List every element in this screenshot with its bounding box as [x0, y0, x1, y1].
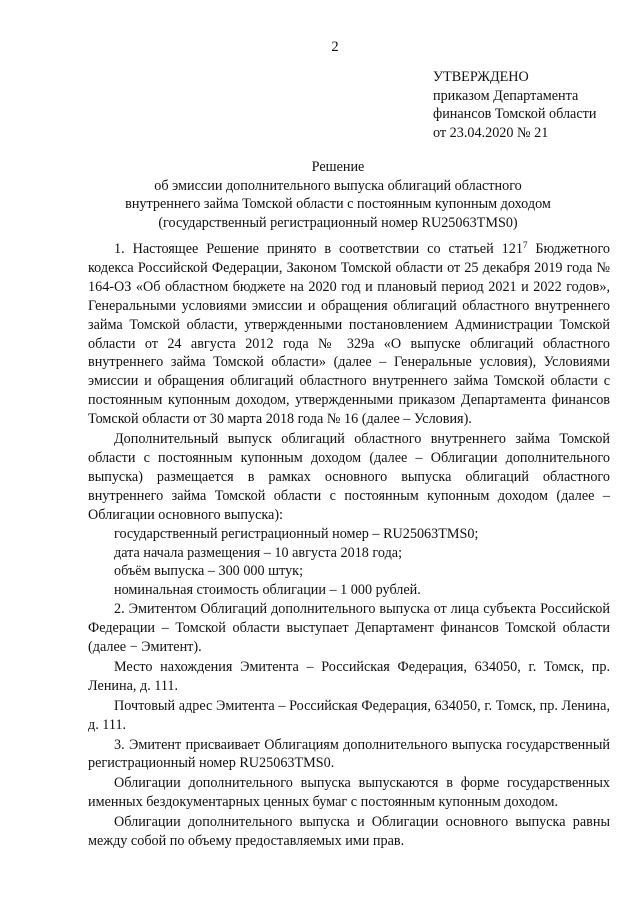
title-line-4: (государственный регистрационный номер RU25063TMS0) [158, 214, 518, 231]
document-title [88, 158, 588, 232]
paragraph-8: Облигации дополнительного выпуска и Облигации основного выпуска равны между собой по объему предоставляемых ими прав. [88, 814, 610, 850]
approval-line-4: от 23.04.2020 № 21 [433, 124, 549, 141]
title-line-3: внутреннего займа Томской области с постоянным купонным доходом [125, 196, 551, 212]
paragraph-4: Место нахождения Эмитента – Российская Федерация, 634050, г. Томск, пр. Ленина, д. 111. [88, 658, 610, 694]
approval-stamp [433, 68, 633, 142]
document-body [88, 240, 610, 851]
paragraph-7: Облигации дополнительного выпуска выпускаются в форме государственных именных бездокументарных ценных бумаг с постоянным купонным доходом. [88, 775, 610, 811]
paragraph-6: 3. Эмитент присваивает Облигациям дополнительного выпуска государственный регистрационный номер RU25063TMS0. [88, 736, 610, 772]
list-item-start-date: дата начала размещения – 10 августа 2018 года; [114, 544, 403, 561]
paragraph-1-start: 1. Настоящее Решение принято в соответствии со статьей 121 [114, 241, 523, 257]
list-item-reg-number: государственный регистрационный номер – RU25063TMS0; [114, 525, 479, 542]
paragraph-1 [88, 240, 610, 429]
approval-line-2: приказом Департамента [433, 87, 579, 104]
page-number: 2 [331, 39, 339, 55]
approval-line-3: финансов Томской области [433, 106, 597, 122]
article-superscript: 7 [522, 240, 528, 250]
paragraph-3: 2. Эмитентом Облигаций дополнительного выпуска от лица субъекта Российской Федерации – Томской области выступает Департамент финансов Томской области (далее − Эмитент). [88, 601, 610, 656]
approval-line-1: УТВЕРЖДЕНО [433, 69, 529, 85]
paragraph-1-rest: Бюджетного кодекса Российской Федерации, Законом Томской области от 25 декабря 2019 года № 164-ОЗ «Об областном бюджете на 2020 год и плановый период 2021 и 2022 годов», Генеральными условиями эмиссии и обращения облигаций областного внутреннего займа Томской области, утвержденными постановлением Администрации Томской области от 24 августа 2012 года № 329а «О выпуске облигаций областного внутреннего займа Томской области» (далее – Генеральные условия), Условиями эмиссии и обращения облигаций областного внутреннего займа Томской области с постоянным купонным доходом, утвержденными приказом Департамента финансов Томской области от 30 марта 2018 года № 16 (далее – Условия). [88, 241, 610, 428]
title-line-1: Решение [311, 159, 365, 175]
paragraph-2: Дополнительный выпуск облигаций областного внутреннего займа Томской области с постоянным купонным доходом (далее – Облигации дополнительного выпуска) размещается в рамках основного выпуска облигаций областного внутреннего займа Томской области с постоянным купонным доходом (далее – Облигации основного выпуска): [88, 431, 610, 523]
list-item-volume: объём выпуска – 300 000 штук; [114, 563, 304, 580]
title-line-2: об эмиссии дополнительного выпуска облигаций областного [154, 177, 522, 194]
list-item-nominal: номинальная стоимость облигации – 1 000 рублей. [114, 582, 421, 599]
paragraph-5: Почтовый адрес Эмитента – Российская Федерация, 634050, г. Томск, пр. Ленина, д. 111. [88, 697, 610, 733]
